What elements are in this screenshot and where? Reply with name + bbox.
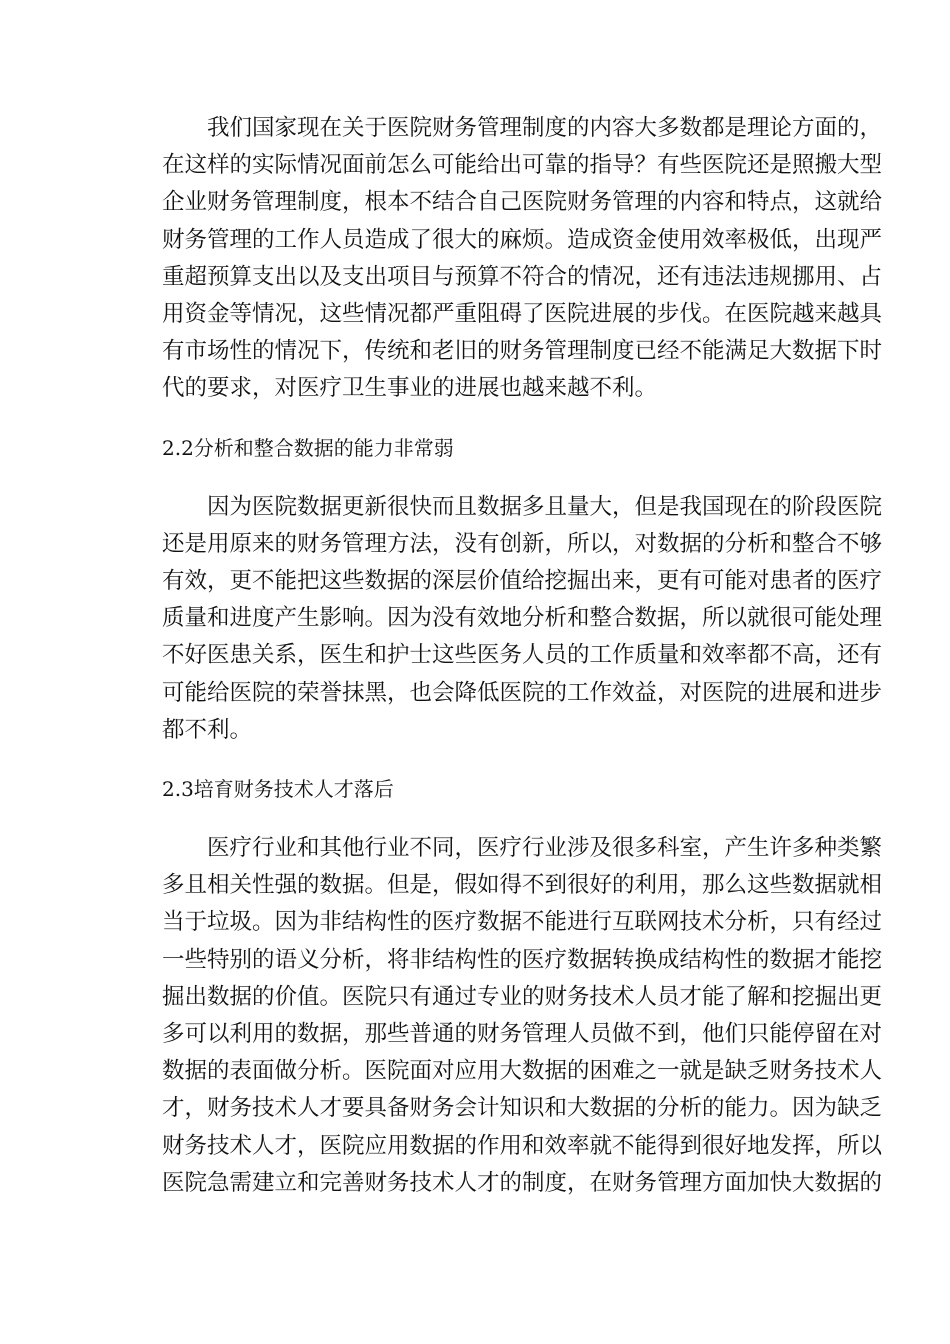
text-line: 有市场性的情况下，传统和老旧的财务管理制度已经不能满足大数据下时	[162, 338, 883, 365]
text-line: 医疗行业和其他行业不同，医疗行业涉及很多科室，产生许多种类繁	[207, 835, 883, 862]
text-line: 当于垃圾。因为非结构性的医疗数据不能进行互联网技术分析，只有经过	[162, 909, 883, 936]
text-line: 一些特别的语义分析，将非结构性的医疗数据转换成结构性的数据才能挖	[162, 946, 883, 973]
paragraph-data-analysis	[117, 489, 883, 749]
text-line: 医院急需建立和完善财务技术人才的制度，在财务管理方面加快大数据的	[162, 1169, 883, 1196]
text-line: 有效，更不能把这些数据的深层价值给挖掘出来，更有可能对患者的医疗	[162, 568, 883, 595]
text-line: 多可以利用的数据，那些普通的财务管理人员做不到，他们只能停留在对	[162, 1021, 883, 1048]
text-line: 掘出数据的价值。医院只有通过专业的财务技术人员才能了解和挖掘出更	[162, 983, 883, 1010]
document-page	[117, 110, 883, 1202]
text-line: 都不利。	[162, 716, 253, 743]
paragraph-talent-cultivation	[117, 830, 883, 1202]
text-line: 才，财务技术人才要具备财务会计知识和大数据的分析的能力。因为缺乏	[162, 1095, 883, 1122]
text-line: 多且相关性强的数据。但是，假如得不到很好的利用，那么这些数据就相	[162, 872, 883, 899]
text-line: 代的要求，对医疗卫生事业的进展也越来越不利。	[162, 375, 658, 402]
text-line: 重超预算支出以及支出项目与预算不符合的情况，还有违法违规挪用、占	[162, 263, 883, 290]
text-line: 不好医患关系，医生和护士这些医务人员的工作质量和效率都不高，还有	[162, 642, 883, 669]
text-line: 我们国家现在关于医院财务管理制度的内容大多数都是理论方面的，	[207, 115, 883, 141]
section-heading-2-2: 2.2分析和整合数据的能力非常弱	[162, 435, 454, 460]
text-line: 用资金等情况，这些情况都严重阻碍了医院进展的步伐。在医院越来越具	[162, 301, 883, 328]
paragraph-finance-system	[117, 110, 883, 408]
text-line: 财务管理的工作人员造成了很大的麻烦。造成资金使用效率极低，出现严	[162, 226, 883, 253]
text-line: 可能给医院的荣誉抹黑，也会降低医院的工作效益，对医院的进展和进步	[162, 679, 883, 706]
text-line: 数据的表面做分析。医院面对应用大数据的困难之一就是缺乏财务技术人	[162, 1058, 883, 1085]
text-line: 质量和进度产生影响。因为没有效地分析和整合数据，所以就很可能处理	[162, 605, 883, 632]
text-line: 在这样的实际情况面前怎么可能给出可靠的指导？有些医院还是照搬大型	[162, 152, 883, 179]
text-line: 因为医院数据更新很快而且数据多且量大，但是我国现在的阶段医院	[207, 493, 883, 520]
section-heading-2-3: 2.3培育财务技术人才落后	[162, 777, 394, 802]
text-line: 财务技术人才，医院应用数据的作用和效率就不能得到很好地发挥，所以	[162, 1132, 883, 1159]
text-line: 还是用原来的财务管理方法，没有创新，所以，对数据的分析和整合不够	[162, 530, 883, 557]
text-line: 企业财务管理制度，根本不结合自己医院财务管理的内容和特点，这就给	[162, 189, 883, 216]
